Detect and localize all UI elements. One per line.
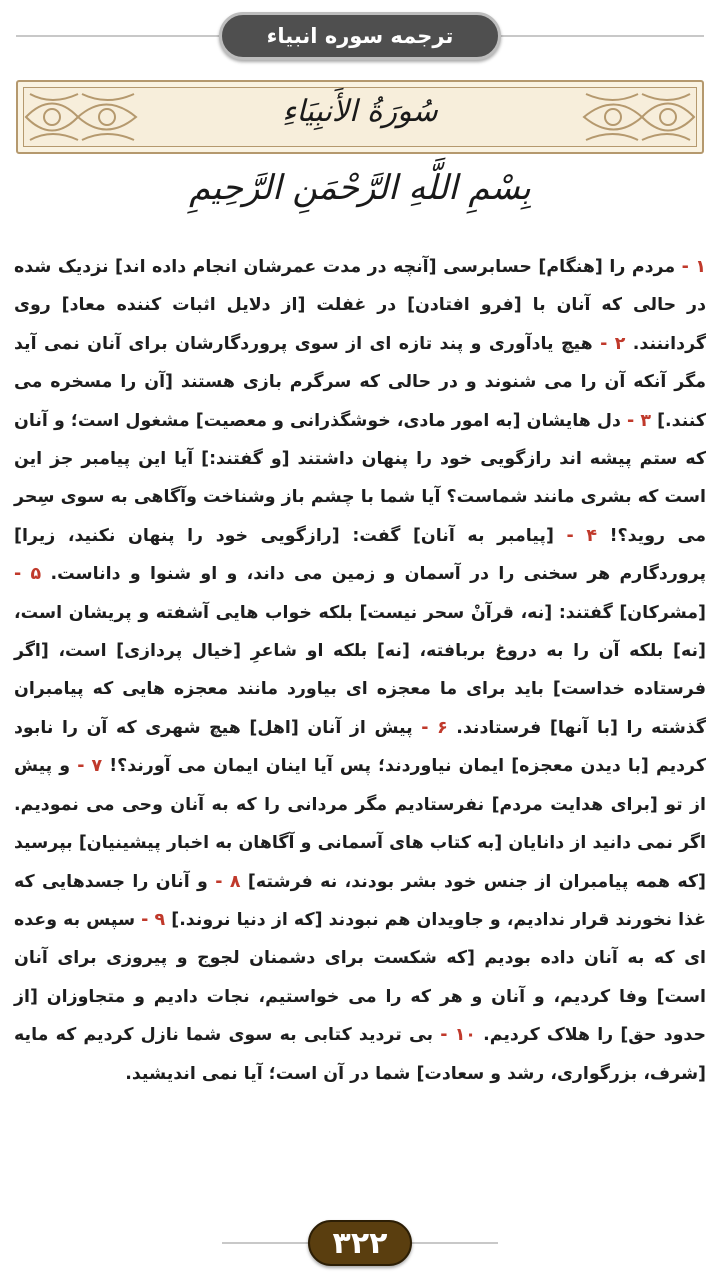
translation-text	[14, 248, 706, 1093]
verse-text: هیچ یادآوری و پند تازه ای از سوی پروردگارشان برای آنان نمی آید مگر آنکه آن را می شنوند و در حالی که سرگرم بازی هستند [آن را مسخره می کنند.]	[14, 333, 707, 431]
verse-text: [مشرکان] گفتند: [نه، قرآنْ سحر نیست] بلکه خواب هایی آشفته و پریشان است، [نه] بلکه آن را به دروغ بربافته، [نه] بلکه او شاعرِ [خیال پردازی] است، [اگر فرستاده خداست] باید برای ما معجزه ای بیاورد مانند معجزه هایی که پیامبران گذشته را [با آنها] فرستادند.	[14, 602, 706, 738]
verse-text: و پیش از تو [برای هدایت مردم] نفرستادیم مگر مردانی را که به آنان وحی می نمودیم. اگر نمی دانید از دانایان [به کتاب های آسمانی و آگاهان به اخبار پیشینیان] بپرسید [که همه پیامبران از جنس خود بشر بودند، نه فرشته]	[14, 756, 706, 892]
verse-text: دل هایشان [به امور مادی، خوشگذرانی و معصیت] مشغول است؛ و آنان که ستم پیشه اند رازگویی خود را پنهان داشتند [و گفتند:] آیا این پیامبر جز این است که بشری مانند شماست؟ آیا شما با چشم باز وشناخت وآگاهی به سوی سِحر می روید؟!	[14, 410, 706, 546]
surah-name: سُورَةُ الأَنبِيَاءِ	[282, 94, 438, 129]
verse-text: پیش از آنان [اهل] هیچ شهری که آن را نابود کردیم [با دیدن معجزه] ایمان نیاوردند؛ پس آیا اینان ایمان می آورند؟!	[14, 717, 706, 777]
verse-number: ۱۰ -	[433, 1025, 476, 1046]
verse-number: ۵ -	[14, 564, 42, 585]
footer-rule-left	[222, 1242, 310, 1244]
verse-text: مردم را [هنگام] حسابرسی [آنچه در مدت عمرشان انجام داده اند] نزدیک شده در حالی که آنان با [فرو افتادن] در غفلت [از دلایل اثبات کننده معاد] روی گرداننند.	[14, 257, 707, 354]
verse-text: و آنان را جسدهایی که غذا نخورند قرار ندادیم، و جاویدان هم نبودند [که از دنیا نروند.]	[14, 871, 706, 930]
verse-text: بی تردید کتابی به سوی شما نازل کردیم که مایه [شرف، بزرگواری، رشد و سعادت] شما در آن است؛ آیا نمی اندیشید.	[14, 1025, 706, 1084]
verse-number: ۶ -	[412, 717, 448, 738]
verse-number: ۷ -	[70, 756, 103, 777]
verse-number: ۳ -	[620, 410, 651, 431]
page-number: ۳۲۲	[308, 1220, 412, 1266]
surah-banner	[16, 80, 704, 154]
title-rule-left	[16, 35, 221, 37]
verse-text: [پیامبر به آنان] گفت: [رازگویی خود را پنهان نکنید، زیرا] پروردگارم هر سخنی را در آسمان و زمین می داند، و او شنوا و داناست.	[14, 525, 706, 585]
verse-number: ۲ -	[592, 333, 626, 354]
verse-number: ۴ -	[553, 525, 597, 546]
verse-number: ۸ -	[207, 871, 241, 892]
verse-number: ۹ -	[135, 909, 166, 930]
page-title: ترجمه سوره انبیاء	[219, 12, 501, 60]
verse-number: ۱ -	[675, 257, 706, 277]
verse-text: سپس به وعده ای که به آنان داده بودیم [که شکست برای دشمنان لجوج و پیروزی برای آنان است] وفا کردیم، و آنان و هر که را می خواستیم، نجات دادیم و متجاوزان [از حدود حق] را هلاک کردیم.	[14, 909, 707, 1046]
footer-rule-right	[410, 1242, 498, 1244]
title-rule-right	[499, 35, 704, 37]
basmala: بِسْمِ اللَّهِ الرَّحْمَنِ الرَّحِيمِ	[189, 168, 531, 208]
